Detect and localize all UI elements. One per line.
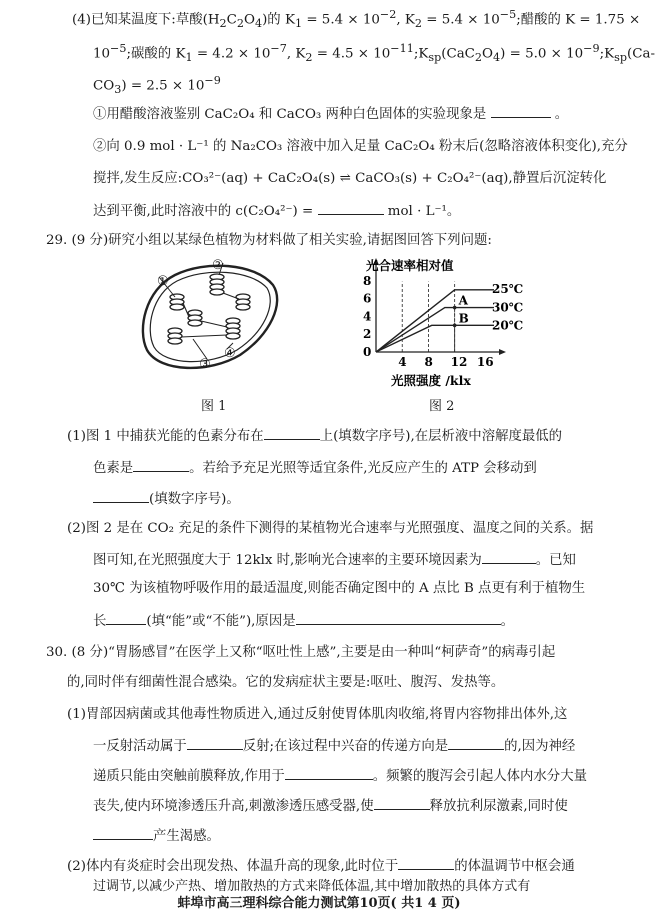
q30-p1-line5: 产生渴感。 bbox=[93, 826, 220, 846]
figure-2-caption: 图 2 bbox=[429, 399, 455, 414]
answer-blank[interactable] bbox=[296, 611, 501, 625]
answer-blank[interactable] bbox=[93, 489, 149, 503]
q30-p2-line1: (2)体内有炎症时会出现发热、体温升高的现象,此时位于 的体温调节中枢会通 bbox=[67, 856, 575, 876]
answer-blank[interactable] bbox=[448, 736, 504, 750]
data-point bbox=[453, 324, 457, 328]
q30-p1-line4: 丧失,使内环境渗透压升高,刺激渗透压感受器,使 释放抗利尿激素,同时使 bbox=[93, 796, 568, 816]
chart-title: 光合速率相对值 bbox=[366, 258, 454, 273]
point-label: B bbox=[458, 311, 469, 326]
answer-blank[interactable] bbox=[482, 550, 536, 564]
label-2: ② bbox=[212, 258, 224, 273]
q30-heading-line2: 的,同时伴有细菌性混合感染。它的发病症状主要是:呕吐、腹泻、发热等。 bbox=[67, 675, 505, 690]
y-tick-label: 6 bbox=[363, 291, 372, 306]
data-point bbox=[453, 306, 457, 310]
grana-stacks bbox=[168, 274, 250, 344]
y-tick-label: 4 bbox=[363, 309, 372, 324]
answer-blank[interactable] bbox=[264, 426, 320, 440]
label-1: ① bbox=[157, 274, 169, 289]
series-label: 30℃ bbox=[492, 300, 524, 315]
answer-blank[interactable] bbox=[374, 796, 430, 810]
q29-p2-line4: 长 (填“能”或“不能”),原因是 。 bbox=[93, 611, 514, 631]
answer-blank[interactable] bbox=[93, 826, 153, 840]
x-axis-arrow bbox=[499, 349, 506, 355]
answer-blank[interactable] bbox=[398, 856, 454, 870]
q28-item2-line1: ②向 0.9 mol · L⁻¹ 的 Na₂CO₃ 溶液中加入足量 CaC₂O₄ 粉末后(忽略溶液体积变化),充分 bbox=[93, 139, 628, 154]
answer-blank[interactable] bbox=[133, 458, 189, 472]
q30-p1-line2: 一反射活动属于 反射;在该过程中兴奋的传递方向是 的,因为神经 bbox=[93, 736, 575, 756]
x-tick-label: 8 bbox=[424, 355, 433, 369]
series-label: 20℃ bbox=[492, 318, 524, 333]
answer-blank[interactable] bbox=[106, 611, 146, 625]
q28-part4-line1: (4)已知某温度下:草酸$(H_2C_2O_4)$的 $K_1 = 5.4 \times 10^{-2}$, $K_2 = 5.4 \times 10^{-5}$;醋酸的 K = 1.75 × bbox=[72, 8, 641, 31]
q30-heading-line1: 30. (8 分)“胃肠感冒”在医学上又称“呕吐性上感”,主要是由一种叫“柯萨奇”的病毒引起 bbox=[46, 645, 556, 660]
y-tick-label: 0 bbox=[363, 345, 372, 359]
x-tick-label: 16 bbox=[476, 355, 494, 369]
q30-p1-line1: (1)胃部因病菌或其他毒性物质进入,通过反射使胃体肌肉收缩,将胃内容物排出体外,这 bbox=[67, 707, 568, 722]
light-intensity-chart bbox=[336, 252, 524, 392]
q28-part4-line2: $10^{-5}$;碳酸的 $K_1 = 4.2 \times 10^{-7}$, $K_2 = 4.5$ × $10^{-11};K_{sp}(CaC_2O_4) = 5.0$ × $10^{-9};K_{sp}(Ca-$ bbox=[93, 42, 655, 65]
q29-p2-line2: 图可知,在光照强度大于 12klx 时,影响光合速率的主要环境因素为 。已知 bbox=[93, 550, 576, 570]
q29-p1-line3: (填数字序号)。 bbox=[93, 489, 240, 509]
q28-part4-line3: $CO_3) = 2.5 \times 10^{-9}$ bbox=[93, 74, 221, 97]
answer-blank[interactable] bbox=[318, 201, 384, 215]
q29-p2-line1: (2)图 2 是在 CO₂ 充足的条件下测得的某植物光合速率与光照强度、温度之间的关系。据 bbox=[67, 521, 594, 536]
q29-p1-line1: (1)图 1 中捕获光能的色素分布在 上(填数字序号),在层析液中溶解度最低的 bbox=[67, 426, 562, 446]
q28-item1: ①用醋酸溶液鉴别 CaC₂O₄ 和 CaCO₃ 两种白色固体的实验现象是 。 bbox=[93, 104, 568, 124]
x-tick-label: 4 bbox=[398, 355, 407, 369]
answer-blank[interactable] bbox=[491, 104, 551, 118]
label-3: ③ bbox=[199, 357, 211, 372]
q29-heading: 29. (9 分)研究小组以某绿色植物为材料做了相关实验,请据图回答下列问题: bbox=[46, 233, 492, 248]
x-tick-label: 12 bbox=[450, 355, 468, 369]
y-tick-label: 8 bbox=[363, 273, 372, 288]
series-line bbox=[376, 308, 494, 352]
q28-item2-line2: 搅拌,发生反应:CO₃²⁻(aq) + CaC₂O₄(s) ⇌ CaCO₃(s) + C₂O₄²⁻(aq),静置后沉淀转化 bbox=[93, 171, 607, 186]
series-label: 25℃ bbox=[492, 281, 524, 296]
label-4: ④ bbox=[224, 346, 236, 361]
q29-p1-line2: 色素是 。若给予充足光照等适宜条件,光反应产生的 ATP 会移动到 bbox=[93, 458, 537, 478]
figure-1-caption: 图 1 bbox=[201, 399, 227, 414]
q30-p1-line3: 递质只能由突触前膜释放,作用于 。频繁的腹泻会引起人体内水分大量 bbox=[93, 766, 587, 786]
point-label: A bbox=[458, 293, 468, 308]
page-footer: 蚌埠市高三理科综合能力测试第10页( 共1 4 页) bbox=[177, 896, 461, 911]
answer-blank[interactable] bbox=[187, 736, 243, 750]
x-axis-label: 光照强度 /klx bbox=[391, 373, 471, 388]
q29-p2-line3: 30℃ 为该植物呼吸作用的最适温度,则能否确定图中的 A 点比 B 点更有利于植物生 bbox=[93, 581, 586, 596]
series-line bbox=[376, 290, 494, 352]
y-tick-label: 2 bbox=[363, 327, 372, 342]
q28-item2-line3: 达到平衡,此时溶液中的 c(C₂O₄²⁻) = mol · L⁻¹。 bbox=[93, 201, 460, 221]
answer-blank[interactable] bbox=[285, 766, 373, 780]
q30-p2-line2: 过调节,以减少产热、增加散热的方式来降低体温,其中增加散热的具体方式有 bbox=[93, 879, 531, 894]
